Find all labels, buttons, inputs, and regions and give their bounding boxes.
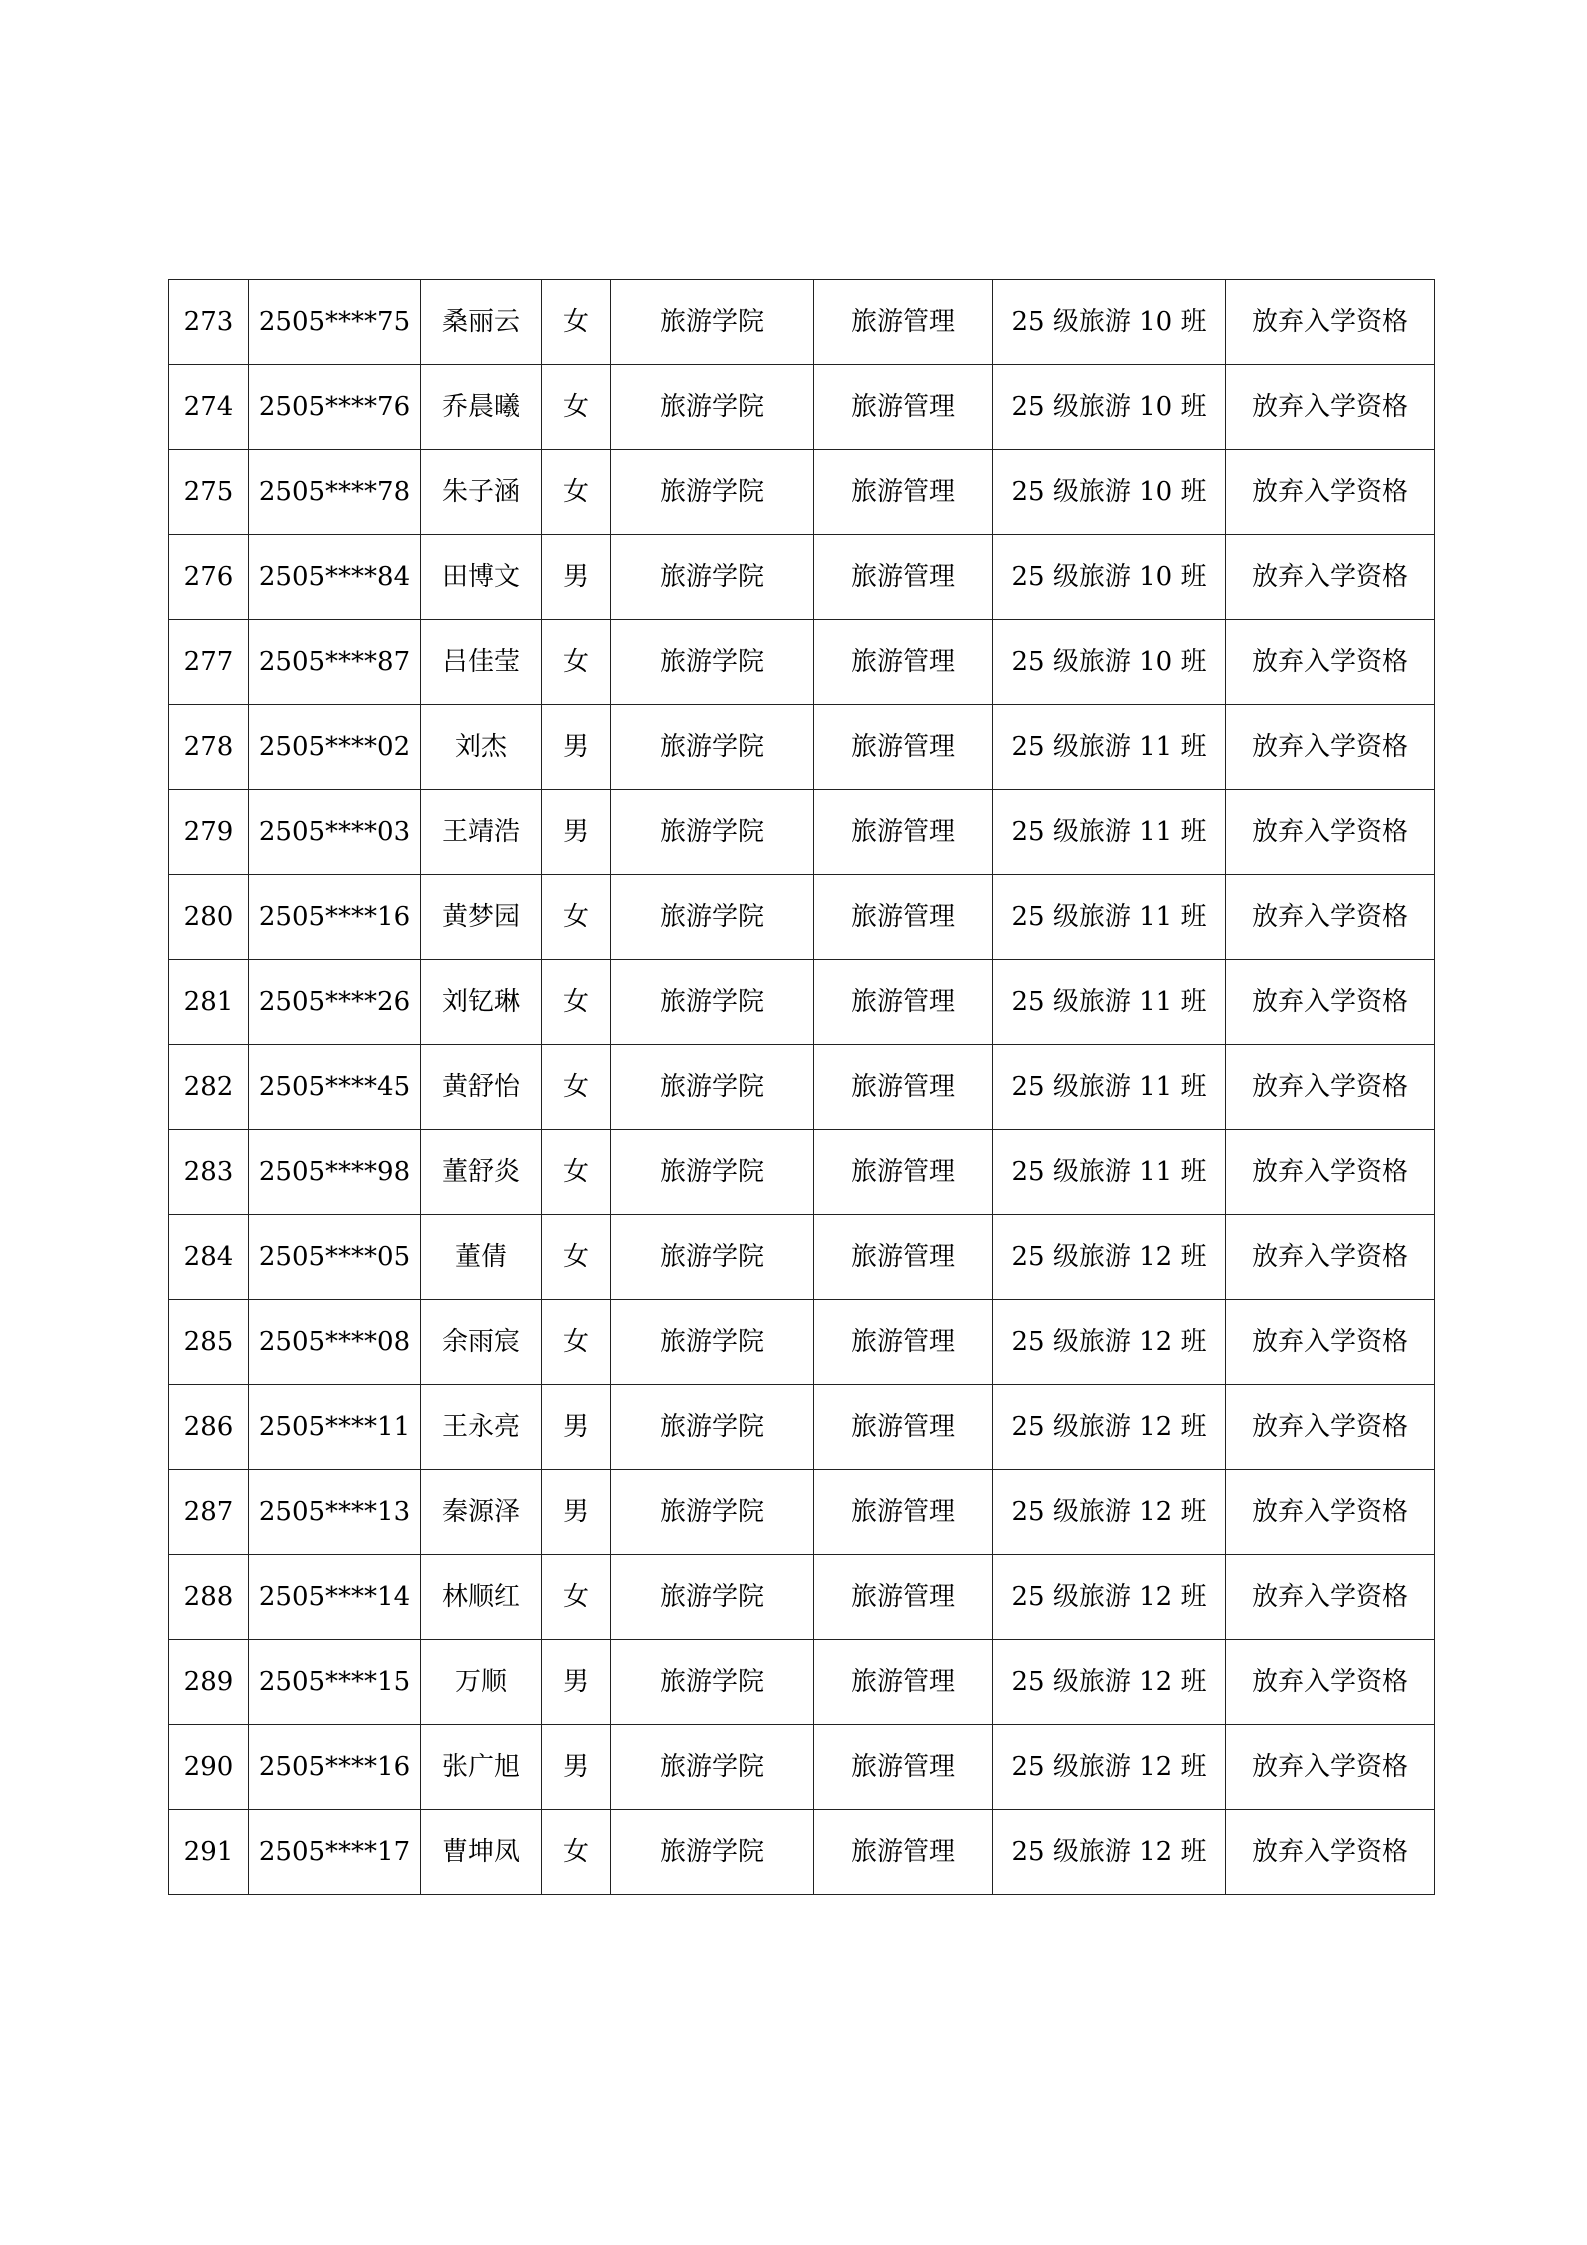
- student-name-cell: 刘钇琳: [421, 960, 542, 1045]
- student-id-cell: 2505****11: [249, 1385, 421, 1470]
- student-id-cell: 2505****26: [249, 960, 421, 1045]
- student-id-cell: 2505****98: [249, 1130, 421, 1215]
- student-name-cell: 吕佳莹: [421, 620, 542, 705]
- gender-cell: 男: [542, 790, 611, 875]
- major-cell: 旅游管理: [814, 1215, 993, 1300]
- student-id-cell: 2505****16: [249, 1725, 421, 1810]
- student-name-cell: 朱子涵: [421, 450, 542, 535]
- status-cell: 放弃入学资格: [1226, 875, 1435, 960]
- student-name-cell: 刘杰: [421, 705, 542, 790]
- gender-cell: 女: [542, 875, 611, 960]
- table-row: [169, 1045, 1435, 1130]
- class-cell: 25 级旅游 12 班: [993, 1810, 1226, 1895]
- class-cell: 25 级旅游 11 班: [993, 875, 1226, 960]
- student-name-cell: 万顺: [421, 1640, 542, 1725]
- student-id-cell: 2505****45: [249, 1045, 421, 1130]
- major-cell: 旅游管理: [814, 1470, 993, 1555]
- table-row: [169, 1810, 1435, 1895]
- table-row: [169, 1215, 1435, 1300]
- major-cell: 旅游管理: [814, 1130, 993, 1215]
- row-number-cell: 289: [169, 1640, 249, 1725]
- college-cell: 旅游学院: [611, 1725, 814, 1810]
- major-cell: 旅游管理: [814, 1300, 993, 1385]
- row-number-cell: 275: [169, 450, 249, 535]
- student-name-cell: 秦源泽: [421, 1470, 542, 1555]
- student-name-cell: 王靖浩: [421, 790, 542, 875]
- status-cell: 放弃入学资格: [1226, 1130, 1435, 1215]
- status-cell: 放弃入学资格: [1226, 960, 1435, 1045]
- major-cell: 旅游管理: [814, 790, 993, 875]
- college-cell: 旅游学院: [611, 875, 814, 960]
- class-cell: 25 级旅游 11 班: [993, 1130, 1226, 1215]
- college-cell: 旅游学院: [611, 280, 814, 365]
- gender-cell: 男: [542, 1640, 611, 1725]
- row-number-cell: 291: [169, 1810, 249, 1895]
- status-cell: 放弃入学资格: [1226, 450, 1435, 535]
- student-name-cell: 董倩: [421, 1215, 542, 1300]
- college-cell: 旅游学院: [611, 1300, 814, 1385]
- status-cell: 放弃入学资格: [1226, 365, 1435, 450]
- major-cell: 旅游管理: [814, 875, 993, 960]
- row-number-cell: 283: [169, 1130, 249, 1215]
- row-number-cell: 287: [169, 1470, 249, 1555]
- row-number-cell: 279: [169, 790, 249, 875]
- row-number-cell: 277: [169, 620, 249, 705]
- status-cell: 放弃入学资格: [1226, 535, 1435, 620]
- table-row: [169, 960, 1435, 1045]
- student-name-cell: 董舒炎: [421, 1130, 542, 1215]
- table-row: [169, 875, 1435, 960]
- class-cell: 25 级旅游 12 班: [993, 1215, 1226, 1300]
- row-number-cell: 285: [169, 1300, 249, 1385]
- status-cell: 放弃入学资格: [1226, 1725, 1435, 1810]
- gender-cell: 男: [542, 1385, 611, 1470]
- college-cell: 旅游学院: [611, 450, 814, 535]
- status-cell: 放弃入学资格: [1226, 1215, 1435, 1300]
- student-name-cell: 余雨宸: [421, 1300, 542, 1385]
- row-number-cell: 284: [169, 1215, 249, 1300]
- student-roster-table: [168, 279, 1435, 1895]
- major-cell: 旅游管理: [814, 960, 993, 1045]
- class-cell: 25 级旅游 12 班: [993, 1385, 1226, 1470]
- status-cell: 放弃入学资格: [1226, 280, 1435, 365]
- college-cell: 旅游学院: [611, 365, 814, 450]
- status-cell: 放弃入学资格: [1226, 1555, 1435, 1640]
- major-cell: 旅游管理: [814, 365, 993, 450]
- class-cell: 25 级旅游 12 班: [993, 1640, 1226, 1725]
- class-cell: 25 级旅游 12 班: [993, 1300, 1226, 1385]
- gender-cell: 女: [542, 450, 611, 535]
- gender-cell: 女: [542, 1810, 611, 1895]
- student-id-cell: 2505****87: [249, 620, 421, 705]
- row-number-cell: 286: [169, 1385, 249, 1470]
- student-id-cell: 2505****03: [249, 790, 421, 875]
- gender-cell: 女: [542, 280, 611, 365]
- class-cell: 25 级旅游 11 班: [993, 705, 1226, 790]
- class-cell: 25 级旅游 12 班: [993, 1470, 1226, 1555]
- class-cell: 25 级旅游 11 班: [993, 790, 1226, 875]
- table-row: [169, 1300, 1435, 1385]
- row-number-cell: 278: [169, 705, 249, 790]
- gender-cell: 女: [542, 365, 611, 450]
- status-cell: 放弃入学资格: [1226, 1300, 1435, 1385]
- status-cell: 放弃入学资格: [1226, 705, 1435, 790]
- college-cell: 旅游学院: [611, 790, 814, 875]
- table-row: [169, 365, 1435, 450]
- status-cell: 放弃入学资格: [1226, 790, 1435, 875]
- class-cell: 25 级旅游 12 班: [993, 1555, 1226, 1640]
- college-cell: 旅游学院: [611, 1215, 814, 1300]
- status-cell: 放弃入学资格: [1226, 1640, 1435, 1725]
- student-name-cell: 黄舒怡: [421, 1045, 542, 1130]
- gender-cell: 女: [542, 1045, 611, 1130]
- student-name-cell: 桑丽云: [421, 280, 542, 365]
- major-cell: 旅游管理: [814, 1045, 993, 1130]
- student-id-cell: 2505****02: [249, 705, 421, 790]
- student-name-cell: 曹坤凤: [421, 1810, 542, 1895]
- class-cell: 25 级旅游 10 班: [993, 365, 1226, 450]
- class-cell: 25 级旅游 10 班: [993, 450, 1226, 535]
- row-number-cell: 281: [169, 960, 249, 1045]
- table-row: [169, 1640, 1435, 1725]
- table-row: [169, 1385, 1435, 1470]
- table-row: [169, 620, 1435, 705]
- student-id-cell: 2505****16: [249, 875, 421, 960]
- student-name-cell: 王永亮: [421, 1385, 542, 1470]
- major-cell: 旅游管理: [814, 1810, 993, 1895]
- student-id-cell: 2505****84: [249, 535, 421, 620]
- class-cell: 25 级旅游 10 班: [993, 620, 1226, 705]
- class-cell: 25 级旅游 10 班: [993, 280, 1226, 365]
- row-number-cell: 273: [169, 280, 249, 365]
- student-id-cell: 2505****76: [249, 365, 421, 450]
- row-number-cell: 280: [169, 875, 249, 960]
- table-row: [169, 1725, 1435, 1810]
- college-cell: 旅游学院: [611, 535, 814, 620]
- status-cell: 放弃入学资格: [1226, 620, 1435, 705]
- gender-cell: 男: [542, 1725, 611, 1810]
- gender-cell: 女: [542, 1215, 611, 1300]
- table-row: [169, 450, 1435, 535]
- gender-cell: 女: [542, 1300, 611, 1385]
- table-row: [169, 790, 1435, 875]
- status-cell: 放弃入学资格: [1226, 1045, 1435, 1130]
- student-id-cell: 2505****13: [249, 1470, 421, 1555]
- class-cell: 25 级旅游 11 班: [993, 1045, 1226, 1130]
- student-name-cell: 乔晨曦: [421, 365, 542, 450]
- college-cell: 旅游学院: [611, 705, 814, 790]
- student-name-cell: 林顺红: [421, 1555, 542, 1640]
- table-row: [169, 1130, 1435, 1215]
- major-cell: 旅游管理: [814, 705, 993, 790]
- college-cell: 旅游学院: [611, 1045, 814, 1130]
- student-id-cell: 2505****05: [249, 1215, 421, 1300]
- college-cell: 旅游学院: [611, 1470, 814, 1555]
- gender-cell: 女: [542, 960, 611, 1045]
- student-id-cell: 2505****17: [249, 1810, 421, 1895]
- college-cell: 旅游学院: [611, 960, 814, 1045]
- gender-cell: 男: [542, 705, 611, 790]
- roster-body: [169, 280, 1435, 1895]
- status-cell: 放弃入学资格: [1226, 1470, 1435, 1555]
- college-cell: 旅游学院: [611, 620, 814, 705]
- row-number-cell: 290: [169, 1725, 249, 1810]
- row-number-cell: 282: [169, 1045, 249, 1130]
- student-name-cell: 张广旭: [421, 1725, 542, 1810]
- student-name-cell: 田博文: [421, 535, 542, 620]
- class-cell: 25 级旅游 11 班: [993, 960, 1226, 1045]
- class-cell: 25 级旅游 12 班: [993, 1725, 1226, 1810]
- major-cell: 旅游管理: [814, 1555, 993, 1640]
- college-cell: 旅游学院: [611, 1640, 814, 1725]
- student-id-cell: 2505****15: [249, 1640, 421, 1725]
- student-id-cell: 2505****75: [249, 280, 421, 365]
- student-id-cell: 2505****14: [249, 1555, 421, 1640]
- table-row: [169, 280, 1435, 365]
- major-cell: 旅游管理: [814, 1640, 993, 1725]
- row-number-cell: 288: [169, 1555, 249, 1640]
- row-number-cell: 274: [169, 365, 249, 450]
- gender-cell: 女: [542, 620, 611, 705]
- status-cell: 放弃入学资格: [1226, 1385, 1435, 1470]
- major-cell: 旅游管理: [814, 1385, 993, 1470]
- gender-cell: 男: [542, 1470, 611, 1555]
- major-cell: 旅游管理: [814, 450, 993, 535]
- table-row: [169, 1470, 1435, 1555]
- table-row: [169, 1555, 1435, 1640]
- gender-cell: 女: [542, 1555, 611, 1640]
- gender-cell: 男: [542, 535, 611, 620]
- status-cell: 放弃入学资格: [1226, 1810, 1435, 1895]
- college-cell: 旅游学院: [611, 1810, 814, 1895]
- class-cell: 25 级旅游 10 班: [993, 535, 1226, 620]
- college-cell: 旅游学院: [611, 1555, 814, 1640]
- major-cell: 旅游管理: [814, 280, 993, 365]
- college-cell: 旅游学院: [611, 1385, 814, 1470]
- student-id-cell: 2505****78: [249, 450, 421, 535]
- student-id-cell: 2505****08: [249, 1300, 421, 1385]
- table-row: [169, 535, 1435, 620]
- gender-cell: 女: [542, 1130, 611, 1215]
- row-number-cell: 276: [169, 535, 249, 620]
- major-cell: 旅游管理: [814, 535, 993, 620]
- table-row: [169, 705, 1435, 790]
- major-cell: 旅游管理: [814, 620, 993, 705]
- student-name-cell: 黄梦园: [421, 875, 542, 960]
- college-cell: 旅游学院: [611, 1130, 814, 1215]
- major-cell: 旅游管理: [814, 1725, 993, 1810]
